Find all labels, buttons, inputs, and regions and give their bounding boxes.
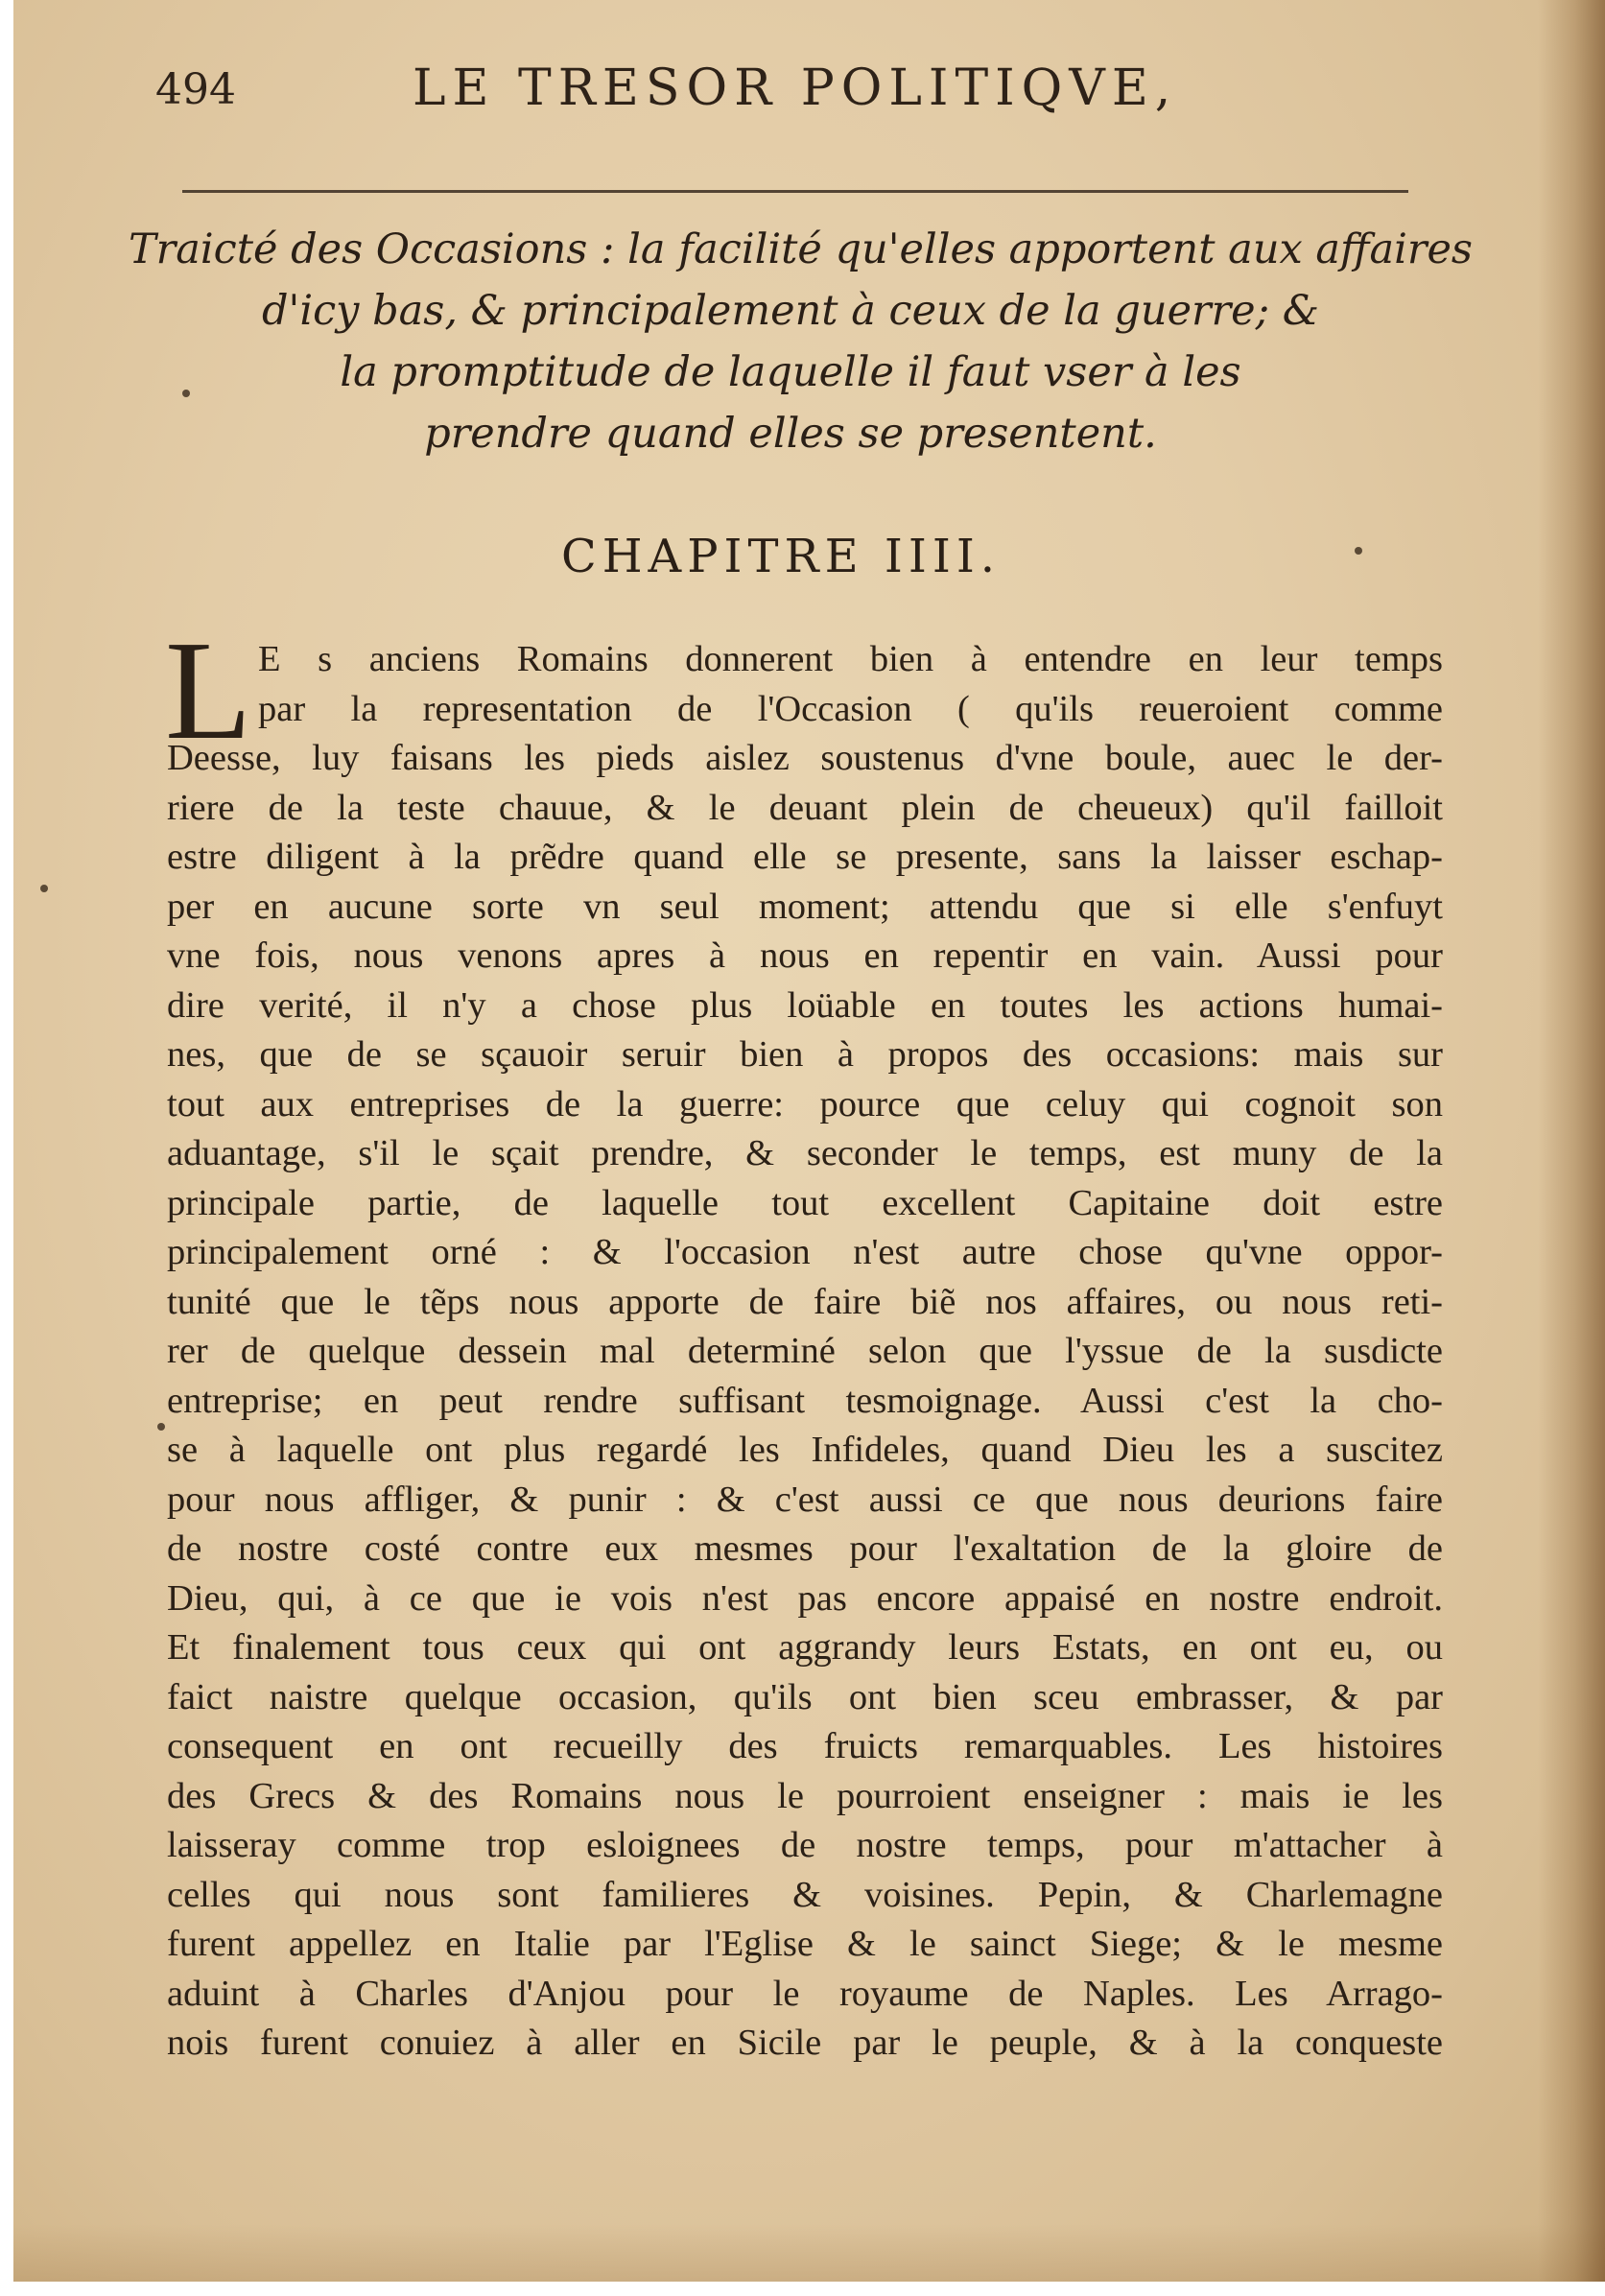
body-line: vne fois, nous venons apres à nous en repentir en vain. Aussi pour xyxy=(167,935,1443,976)
body-line: principale partie, de laquelle tout excellent Capitaine doit estre xyxy=(167,1182,1443,1223)
header-rule xyxy=(182,190,1408,193)
chapter-number: CHAPITRE IIII. xyxy=(560,530,1002,583)
body-line: pour nous affliger, & punir : & c'est aussi ce que nous deurions faire xyxy=(167,1479,1443,1520)
body-line: aduint à Charles d'Anjou pour le royaume de Naples. Les Arrago- xyxy=(167,1973,1443,2014)
body-line: celles qui nous sont familieres & voisines. Pepin, & Charlemagne xyxy=(167,1874,1443,1915)
heading-line: d'icy bas, & principalement à ceux de la guerre; & xyxy=(261,287,1320,335)
body-line: per en aucune sorte vn seul moment; attendu que si elle s'enfuyt xyxy=(167,886,1443,927)
body-line: laisseray comme trop esloignees de nostre temps, pour m'attacher à xyxy=(167,1825,1443,1865)
heading-line: Traicté des Occasions : la facilité qu'elles apportent aux affaires xyxy=(129,225,1473,273)
body-line: estre diligent à la prẽdre quand elle se presente, sans la laisser eschap- xyxy=(167,837,1443,877)
ink-speck xyxy=(40,885,48,892)
body-line: par la representation de l'Occasion ( qu'ils reueroient comme xyxy=(258,688,1443,729)
page-number: 494 xyxy=(155,65,236,114)
body-line: Deesse, luy faisans les pieds aislez soustenus d'vne boule, auec le der- xyxy=(167,738,1443,778)
body-line: furent appellez en Italie par l'Eglise & le sainct Siege; & le mesme xyxy=(167,1924,1443,1964)
body-line: aduantage, s'il le sçait prendre, & seconder le temps, est muny de la xyxy=(167,1133,1443,1173)
running-title: LE TRESOR POLITIQVE, xyxy=(413,59,1178,117)
body-line: rer de quelque dessein mal determiné selon que l'yssue de la susdicte xyxy=(167,1331,1443,1371)
body-line: de nostre costé contre eux mesmes pour l'exaltation de la gloire de xyxy=(167,1528,1443,1569)
heading-line: la promptitude de laquelle il faut vser à les xyxy=(340,348,1241,396)
body-line: tunité que le tẽps nous apporte de faire biẽ nos affaires, ou nous reti- xyxy=(167,1281,1443,1322)
body-line: des Grecs & des Romains nous le pourroient enseigner : mais ie les xyxy=(167,1775,1443,1816)
ink-speck xyxy=(157,1423,165,1431)
heading-line: prendre quand elles se presentent. xyxy=(424,410,1157,458)
chapter-heading xyxy=(129,219,1473,464)
body-line: dire verité, il n'y a chose plus loüable en toutes les actions humai- xyxy=(167,984,1443,1026)
body-line: Dieu, qui, à ce que ie vois n'est pas encore appaisé en nostre endroit. xyxy=(167,1577,1443,1619)
body-line: se à laquelle ont plus regardé les Infideles, quand Dieu les a suscitez xyxy=(167,1430,1443,1470)
body-line: riere de la teste chauue, & le deuant plein de cheueux) qu'il failloit xyxy=(167,787,1443,828)
body-line: principalement orné : & l'occasion n'est autre chose qu'vne oppor- xyxy=(167,1232,1443,1272)
body-line: E s anciens Romains donnerent bien à entendre en leur temps xyxy=(258,639,1443,679)
running-head xyxy=(155,56,1307,117)
body-line: consequent en ont recueilly des fruicts remarquables. Les histoires xyxy=(167,1726,1443,1766)
book-page xyxy=(13,0,1605,2282)
body-line: entreprise; en peut rendre suffisant tesmoignage. Aussi c'est la cho- xyxy=(167,1380,1443,1421)
body-line: Et finalement tous ceux qui ont aggrandy leurs Estats, en ont eu, ou xyxy=(167,1627,1443,1668)
ink-speck xyxy=(182,390,190,397)
body-text xyxy=(167,635,1443,2069)
body-line: nes, que de se sçauoir seruir bien à propos des occasions: mais sur xyxy=(167,1034,1443,1075)
body-line: faict naistre quelque occasion, qu'ils ont bien sceu embrasser, & par xyxy=(167,1676,1443,1717)
drop-cap: L xyxy=(165,612,252,769)
body-line: nois furent conuiez à aller en Sicile par le peuple, & à la conqueste xyxy=(167,2023,1443,2063)
ink-speck xyxy=(1355,547,1362,555)
body-line: tout aux entreprises de la guerre: pource que celuy qui cognoit son xyxy=(167,1083,1443,1124)
